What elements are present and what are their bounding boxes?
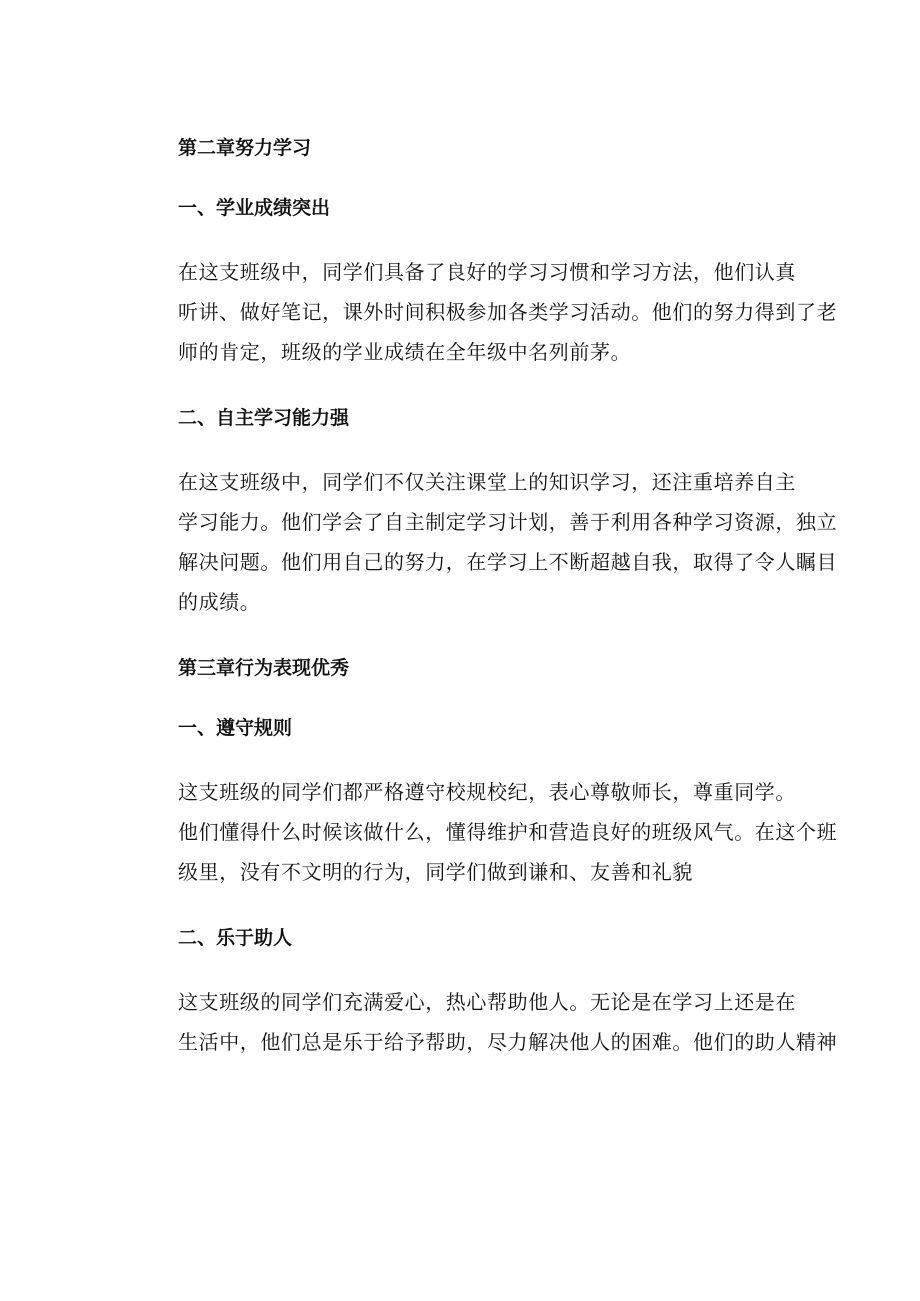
paragraph-line: 在这支班级中，同学们具备了良好的学习习惯和学习方法，他们认真 xyxy=(178,260,796,284)
paragraph-line: 的成绩。 xyxy=(178,590,261,614)
paragraph xyxy=(136,772,838,892)
section-heading: 一、遵守规则 xyxy=(178,717,293,739)
paragraph-line: 生活中，他们总是乐于给予帮助，尽力解决他人的困难。他们的助人精神 xyxy=(178,1030,838,1054)
paragraph-line: 在这支班级中，同学们不仅关注课堂上的知识学习，还注重培养自主 xyxy=(178,470,796,494)
paragraph-line: 师的肯定，班级的学业成绩在全年级中名列前茅。 xyxy=(178,340,632,364)
paragraph-line: 学习能力。他们学会了自主制定学习计划，善于利用各种学习资源，独立 xyxy=(178,510,838,534)
paragraph-line: 级里，没有不文明的行为，同学们做到谦和、友善和礼貌 xyxy=(178,860,693,884)
paragraph xyxy=(136,252,838,372)
paragraph-line: 听讲、做好笔记，课外时间积极参加各类学习活动。他们的努力得到了老 xyxy=(178,300,838,324)
chapter-heading: 第三章行为表现优秀 xyxy=(178,657,350,679)
document-body xyxy=(136,130,838,1062)
paragraph xyxy=(136,462,838,622)
section-heading: 二、乐于助人 xyxy=(178,927,293,949)
paragraph-line: 解决问题。他们用自己的努力，在学习上不断超越自我，取得了令人瞩目 xyxy=(178,550,838,574)
chapter-heading: 第二章努力学习 xyxy=(178,137,312,159)
paragraph-line: 这支班级的同学们充满爱心，热心帮助他人。无论是在学习上还是在 xyxy=(178,990,796,1014)
paragraph-line: 他们懂得什么时候该做什么，懂得维护和营造良好的班级风气。在这个班 xyxy=(178,820,838,844)
paragraph-line: 这支班级的同学们都严格遵守校规校纪，表心尊敬师长，尊重同学。 xyxy=(178,780,796,804)
section-heading: 一、学业成绩突出 xyxy=(178,197,331,219)
section-heading: 二、自主学习能力强 xyxy=(178,407,350,429)
paragraph xyxy=(136,982,838,1062)
